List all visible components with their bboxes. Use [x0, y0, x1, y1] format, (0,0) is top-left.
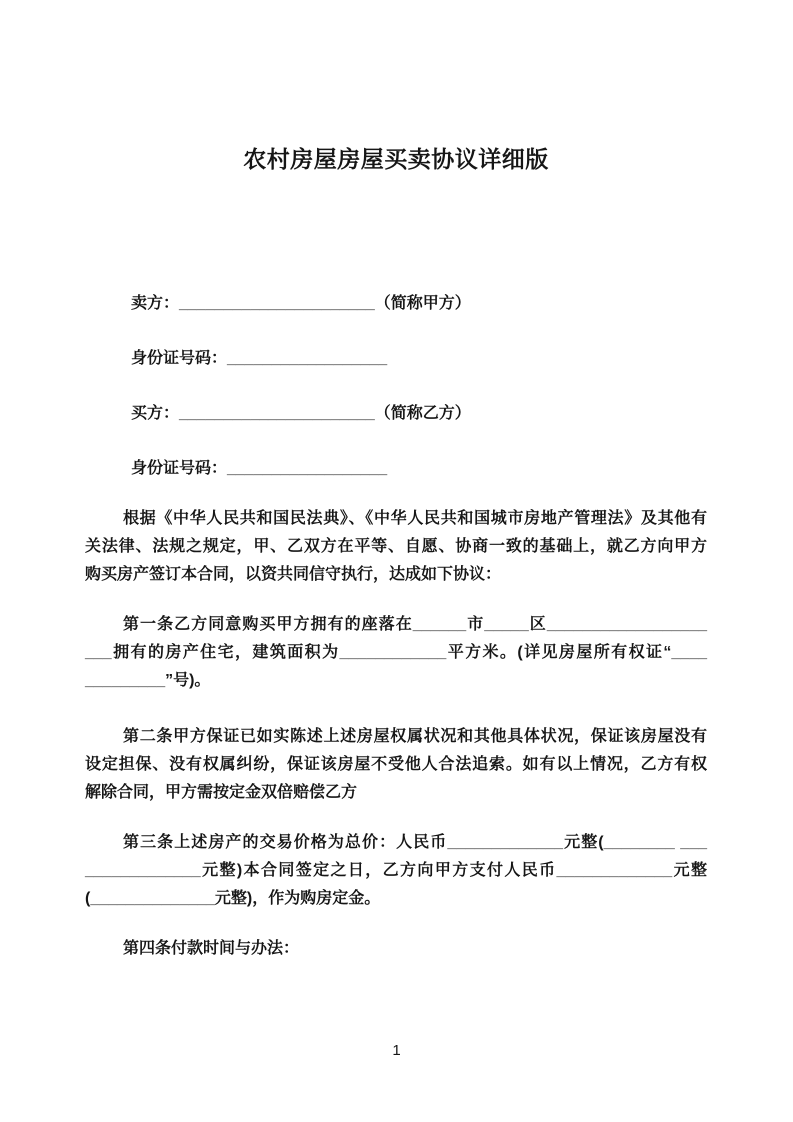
document-title: 农村房屋房屋买卖协议详细版 [243, 146, 549, 172]
paragraph-line: (______________元整)，作为购房定金。 [85, 890, 381, 907]
paragraph-line: 关法律、法规之规定，甲、乙双方在平等、自愿、协商一致的基础上，就乙方向甲方 [85, 538, 707, 555]
preamble-paragraph [85, 505, 707, 589]
buyer-line: 买方：______________________（简称乙方） [131, 405, 471, 422]
paragraph-line: 第二条甲方保证已如实陈述上述房屋权属状况和其他具体状况，保证该房屋没有 [123, 728, 707, 745]
clause-2-paragraph [85, 723, 707, 807]
paragraph-line: 第一条乙方同意购买甲方拥有的座落在______市_____区__________________ [123, 616, 707, 633]
paragraph-line: 解除合同，甲方需按定金双倍赔偿乙方 [85, 784, 358, 801]
paragraph-line: 设定担保、没有权属纠纷，保证该房屋不受他人合法追索。如有以上情况，乙方有权 [85, 756, 707, 773]
paragraph-line: ___拥有的房产住宅，建筑面积为____________平方米。(详见房屋所有权证“____ [85, 644, 707, 661]
document-content [85, 143, 707, 985]
clause-3-paragraph [85, 829, 707, 913]
buyer-id-line: 身份证号码：__________________ [131, 460, 388, 477]
paragraph-line: 购买房产签订本合同，以资共同信守执行，达成如下协议： [85, 566, 502, 583]
seller-line: 卖方：______________________（简称甲方） [131, 295, 471, 312]
paragraph-line: 根据《中华人民共和国民法典》、《中华人民共和国城市房地产管理法》及其他有 [123, 510, 707, 527]
clause-4-paragraph [85, 935, 707, 963]
seller-id-line: 身份证号码：__________________ [131, 350, 388, 367]
paragraph-line: _____________元整)本合同签定之日，乙方向甲方支付人民币_____________元整 [85, 862, 707, 879]
paragraph-line: 第三条上述房产的交易价格为总价：人民币_____________元整(________ ___ [123, 834, 707, 851]
paragraph-line: 第四条付款时间与办法： [123, 940, 300, 957]
paragraph-line: _________”号)。 [85, 672, 211, 689]
page-number: 1 [392, 1042, 401, 1059]
clause-1-paragraph [85, 611, 707, 695]
